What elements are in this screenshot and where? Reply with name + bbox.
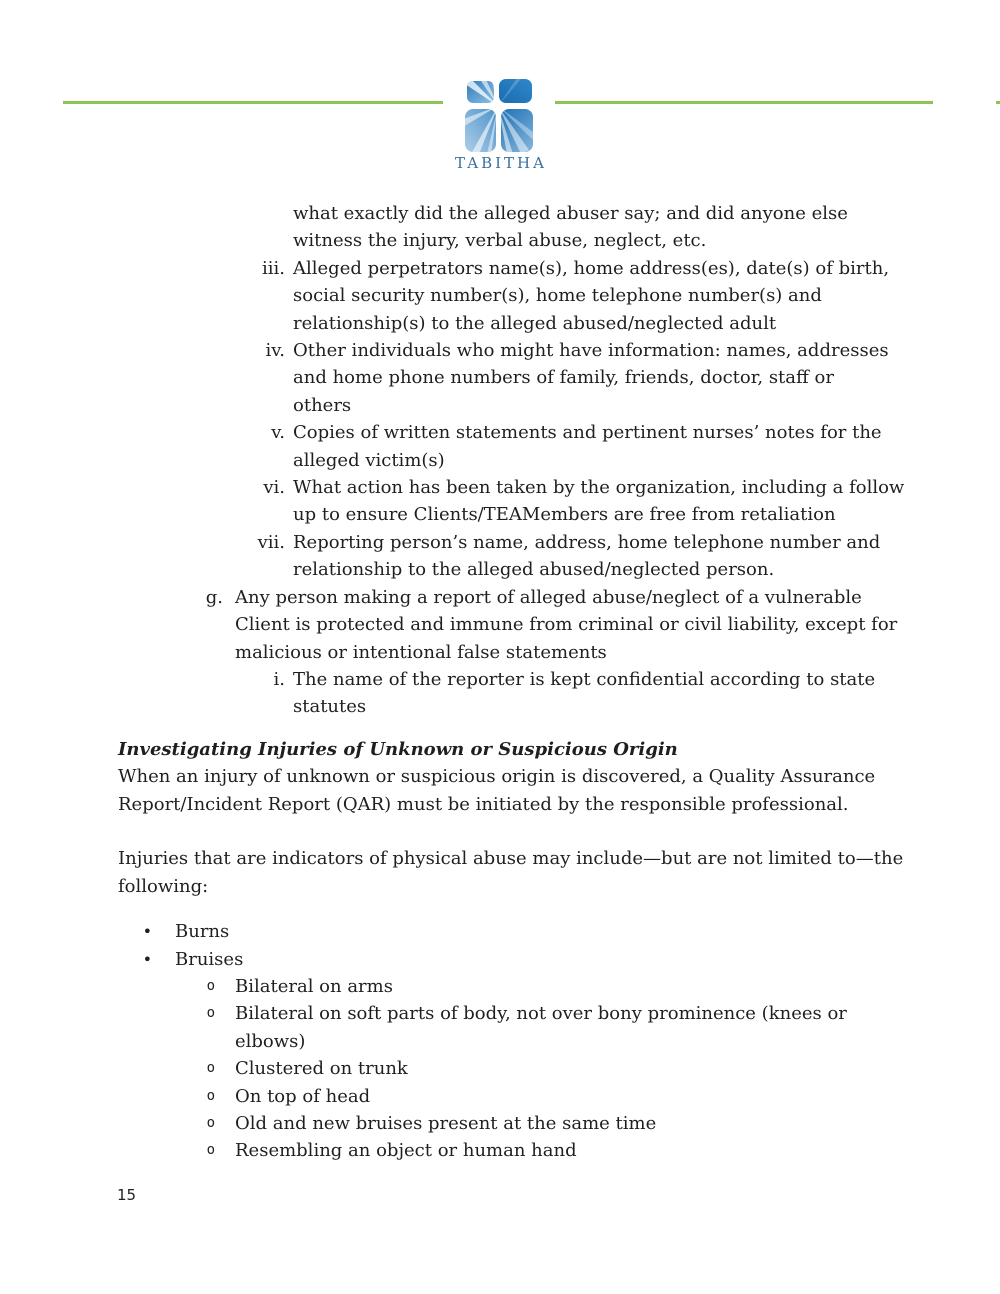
text-line: relationship to the alleged abused/neglected person.: [293, 559, 775, 581]
circle-bullet-icon: o: [206, 1005, 215, 1022]
bullet-icon: •: [142, 949, 152, 969]
list-marker: iv.: [265, 340, 285, 362]
circle-bullet-icon: o: [206, 1114, 215, 1131]
section-heading: Investigating Injuries of Unknown or Suspicious Origin: [118, 738, 678, 760]
logo-wordmark: TABITHA: [455, 154, 547, 172]
sub-bullet-item: [206, 1055, 918, 1082]
list-marker: v.: [271, 422, 285, 444]
text-line: Burns: [175, 921, 230, 943]
list-item-vii: [257, 529, 918, 584]
paragraph-continuation: [293, 200, 918, 255]
header-rule-left: [63, 101, 443, 104]
document-body: [118, 200, 918, 1165]
circle-bullet-icon: o: [206, 977, 215, 994]
text-line: elbows): [235, 1030, 306, 1052]
header-rule-right: [555, 101, 933, 104]
text-line: Copies of written statements and pertinent nurses’ notes for the: [293, 422, 882, 444]
text-line: up to ensure Clients/TEAMembers are free from retaliation: [293, 504, 836, 526]
text-line: others: [293, 394, 352, 416]
header-rule-edge: [996, 101, 1000, 104]
tabitha-logo-icon: [455, 76, 547, 154]
list-marker: vii.: [257, 531, 285, 553]
bullet-item-burns: [142, 918, 918, 945]
text-line: statutes: [293, 696, 367, 718]
bullet-icon: •: [142, 922, 152, 942]
page-number: 15: [117, 1186, 137, 1204]
tabitha-logo: [454, 76, 548, 172]
list-marker: vi.: [263, 477, 285, 499]
text-line: When an injury of unknown or suspicious origin is discovered, a Quality Assurance: [118, 766, 876, 788]
list-marker: i.: [273, 668, 285, 690]
list-item-v: [271, 419, 918, 474]
text-line: Bilateral on arms: [235, 975, 393, 997]
text-line: social security number(s), home telephone number(s) and: [293, 285, 822, 307]
text-line: Clustered on trunk: [235, 1058, 408, 1080]
sub-bullet-item: [206, 1083, 918, 1110]
circle-bullet-icon: o: [206, 1087, 215, 1104]
sub-bullet-item: [206, 973, 918, 1000]
bullet-item-bruises: [142, 946, 918, 973]
text-line: following:: [118, 875, 209, 897]
paragraph-indicators: [118, 845, 918, 900]
text-line: What action has been taken by the organization, including a follow: [293, 477, 905, 499]
list-item-iii: [262, 255, 918, 337]
sub-bullet-item: [206, 1110, 918, 1137]
text-line: Alleged perpetrators name(s), home address(es), date(s) of birth,: [293, 257, 890, 279]
text-line: and home phone numbers of family, friends, doctor, staff or: [293, 367, 834, 389]
text-line: Any person making a report of alleged abuse/neglect of a vulnerable: [235, 586, 862, 608]
text-line: alleged victim(s): [293, 449, 445, 471]
paragraph-qar: [118, 763, 918, 818]
text-line: Reporting person’s name, address, home telephone number and: [293, 531, 881, 553]
text-line: relationship(s) to the alleged abused/neglected adult: [293, 312, 777, 334]
text-line: Resembling an object or human hand: [235, 1140, 577, 1162]
text-line: Client is protected and immune from criminal or civil liability, except for: [235, 614, 898, 636]
list-item-iv: [265, 337, 918, 419]
text-line: Report/Incident Report (QAR) must be initiated by the responsible professional.: [118, 793, 849, 815]
circle-bullet-icon: o: [206, 1060, 215, 1077]
sub-bullet-item: [206, 1137, 918, 1164]
circle-bullet-icon: o: [206, 1142, 215, 1159]
text-line: Injuries that are indicators of physical abuse may include—but are not limited to—the: [118, 848, 904, 870]
list-item-vi: [263, 474, 918, 529]
list-item-i: [273, 666, 918, 721]
text-line: On top of head: [235, 1085, 371, 1107]
list-item-g: [205, 584, 918, 666]
text-line: Other individuals who might have information: names, addresses: [293, 340, 889, 362]
text-line: Old and new bruises present at the same time: [235, 1112, 657, 1134]
list-marker: iii.: [262, 257, 285, 279]
text-line: witness the injury, verbal abuse, neglect, etc.: [293, 230, 707, 252]
text-line: Bruises: [175, 948, 244, 970]
text-line: Bilateral on soft parts of body, not over bony prominence (knees or: [235, 1003, 847, 1025]
sub-bullet-item: [206, 1000, 918, 1055]
list-marker: g.: [205, 586, 223, 608]
text-line: what exactly did the alleged abuser say; and did anyone else: [293, 203, 848, 224]
text-line: malicious or intentional false statements: [235, 641, 607, 663]
text-line: The name of the reporter is kept confidential according to state: [293, 668, 876, 690]
bullet-list: [118, 918, 918, 1165]
